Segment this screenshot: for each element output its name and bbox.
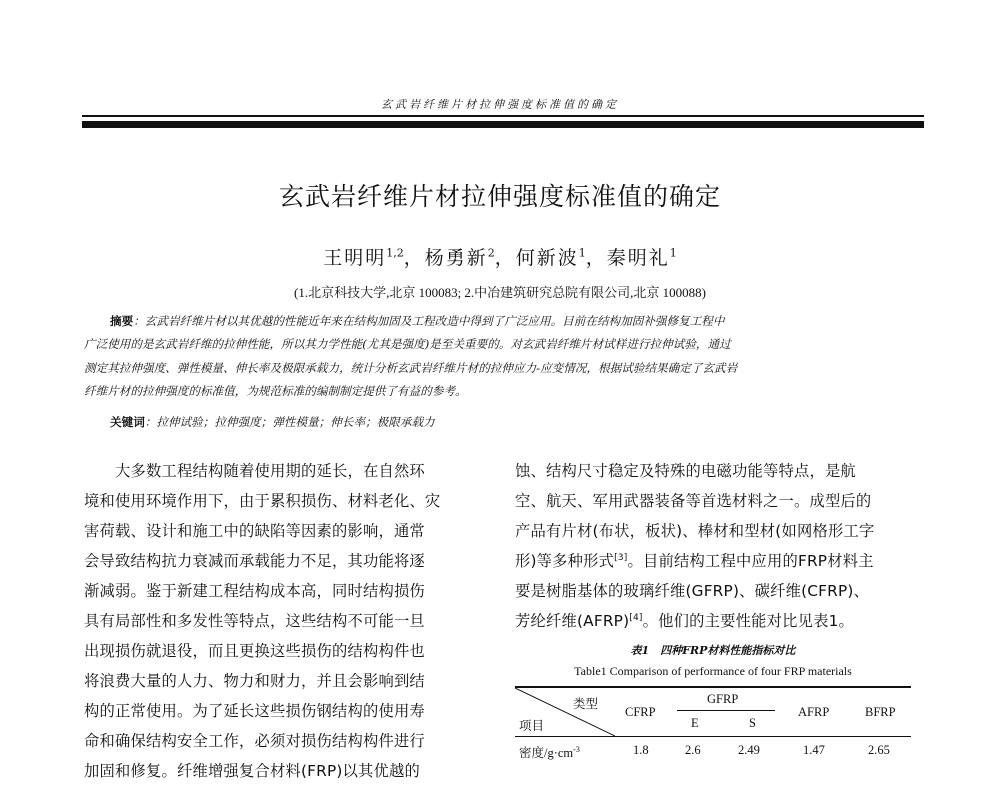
author-list — [0, 243, 1000, 270]
author-affiliation-mark: 1,2 — [386, 246, 404, 260]
citation-ref: [4] — [629, 612, 643, 623]
body-line: 空、航天、军用武器装备等首选材料之一。成型后的 — [515, 492, 872, 510]
abstract-text: ：玄武岩纤维片材以其优越的性能近年来在结构加固及工程改造中得到了广泛应用。目前在结构加固补强修复工程中 — [133, 314, 725, 328]
table-row-label-text: 密度/g·cm — [519, 746, 574, 760]
running-header: 玄武岩纤维片材拉伸强度标准值的确定 — [381, 98, 619, 111]
body-text: 芳纶纤维(AFRP) — [515, 612, 630, 630]
table-cell-gfrp-e: 2.6 — [685, 743, 701, 757]
keywords-label: 关键词 — [110, 415, 145, 429]
body-line: 具有局部性和多发性等特点，这些结构不可能一旦 — [84, 612, 425, 630]
body-text: 。目前结构工程中应用的FRP材料主 — [627, 552, 874, 570]
abstract — [84, 310, 914, 404]
body-line: 加固和修复。纤维增强复合材料(FRP)以其优越的 — [84, 762, 421, 780]
body-line — [515, 546, 911, 576]
body-line: 蚀、结构尺寸稳定及特殊的电磁功能等特点，是航 — [515, 462, 856, 480]
header-rule-thin — [82, 115, 924, 117]
table-cell-gfrp-s: 2.49 — [738, 743, 760, 757]
table-header-gfrp-s: S — [749, 716, 756, 730]
paper-title: 玄武岩纤维片材拉伸强度标准值的确定 — [278, 182, 721, 211]
body-line: 要是树脂基体的玻璃纤维(GFRP)、碳纤维(CFRP)、 — [515, 582, 870, 600]
body-line: 境和使用环境作用下，由于累积损伤、材料老化、灾 — [84, 492, 441, 510]
keywords-text: ：拉伸试验；拉伸强度；弹性模量；伸长率；极限承载力 — [144, 415, 435, 429]
table-cell-bfrp: 2.65 — [868, 743, 890, 757]
citation-ref: [3] — [614, 552, 628, 563]
table-cell-cfrp: 1.8 — [633, 743, 649, 757]
table-header-gfrp-e: E — [691, 716, 699, 730]
body-text: 形)等多种形式 — [515, 552, 615, 570]
table-header-cfrp: CFRP — [625, 705, 656, 719]
author-separator: ， — [585, 247, 607, 269]
table-row-label-sup: -3 — [573, 744, 580, 754]
table-caption-cn: 表1 四种FRP材料性能指标对比 — [630, 644, 796, 657]
author-affiliation-mark: 2 — [487, 246, 495, 260]
body-line: 渐减弱。鉴于新建工程结构成本高，同时结构损伤 — [84, 582, 425, 600]
body-column-left — [84, 456, 480, 786]
author-separator: ， — [403, 247, 425, 269]
body-line: 会导致结构抗力衰减而承载能力不足，其功能将逐 — [84, 552, 425, 570]
table-header-gfrp: GFRP — [707, 692, 739, 706]
author-affiliation-mark: 1 — [578, 246, 586, 260]
abstract-line: 纤维片材的拉伸强度的标准值，为规范标准的编制制定提供了有益的参考。 — [84, 384, 467, 399]
table-gfrp-rule — [677, 710, 775, 711]
author-name: 王明明 — [323, 247, 387, 269]
table-header-afrp: AFRP — [798, 705, 830, 719]
body-line: 将浪费大量的人力、物力和财力，并且会影响到结 — [84, 672, 425, 690]
body-line: 害荷载、设计和施工中的缺陷等因素的影响，通常 — [84, 522, 425, 540]
body-line: 产品有片材(布状，板状)、棒材和型材(如网格形工字 — [515, 522, 875, 540]
author-name: 秦明礼 — [606, 247, 670, 269]
abstract-line — [84, 310, 914, 333]
body-line: 命和确保结构安全工作，必须对损伤结构构件进行 — [84, 732, 425, 750]
author-name: 杨勇新 — [424, 247, 488, 269]
header-rule-thick — [82, 121, 924, 128]
body-line: 出现损伤就退役，而且更换这些损伤的结构构件也 — [84, 642, 425, 660]
author-name: 何新波 — [515, 247, 579, 269]
body-line: 构的正常使用。为了延长这些损伤钢结构的使用寿 — [84, 702, 425, 720]
abstract-label: 摘要 — [110, 314, 134, 328]
table-caption-en: Table1 Comparison of performance of four FRP materials — [574, 664, 852, 678]
body-line: 大多数工程结构随着使用期的延长，在自然环 — [84, 462, 425, 480]
table-header-rule — [515, 736, 911, 737]
table-header-bfrp: BFRP — [865, 705, 896, 719]
affiliation: (1.北京科技大学,北京 100083; 2.中冶建筑研究总院有限公司,北京 100088) — [293, 285, 707, 300]
body-column-right — [515, 456, 911, 636]
body-text: 。他们的主要性能对比见表1。 — [642, 612, 855, 630]
keywords — [110, 414, 435, 430]
table-cell-afrp: 1.47 — [803, 743, 825, 757]
body-line — [515, 606, 911, 636]
abstract-line: 广泛使用的是玄武岩纤维的拉伸性能，所以其力学性能(尤其是强度)是至关重要的。对玄武岩纤维片材试样进行拉伸试验，通过 — [84, 337, 731, 352]
table-header-type: 类型 — [573, 697, 599, 711]
author-separator: ， — [494, 247, 516, 269]
table-row-label — [519, 743, 580, 761]
author-affiliation-mark: 1 — [669, 246, 677, 260]
abstract-line: 测定其拉伸强度、弹性模量、伸长率及极限承载力，统计分析玄武岩纤维片材的拉伸应力-应变情况，根据试验结果确定了玄武岩 — [84, 360, 738, 375]
table-header-item: 项目 — [519, 719, 545, 733]
